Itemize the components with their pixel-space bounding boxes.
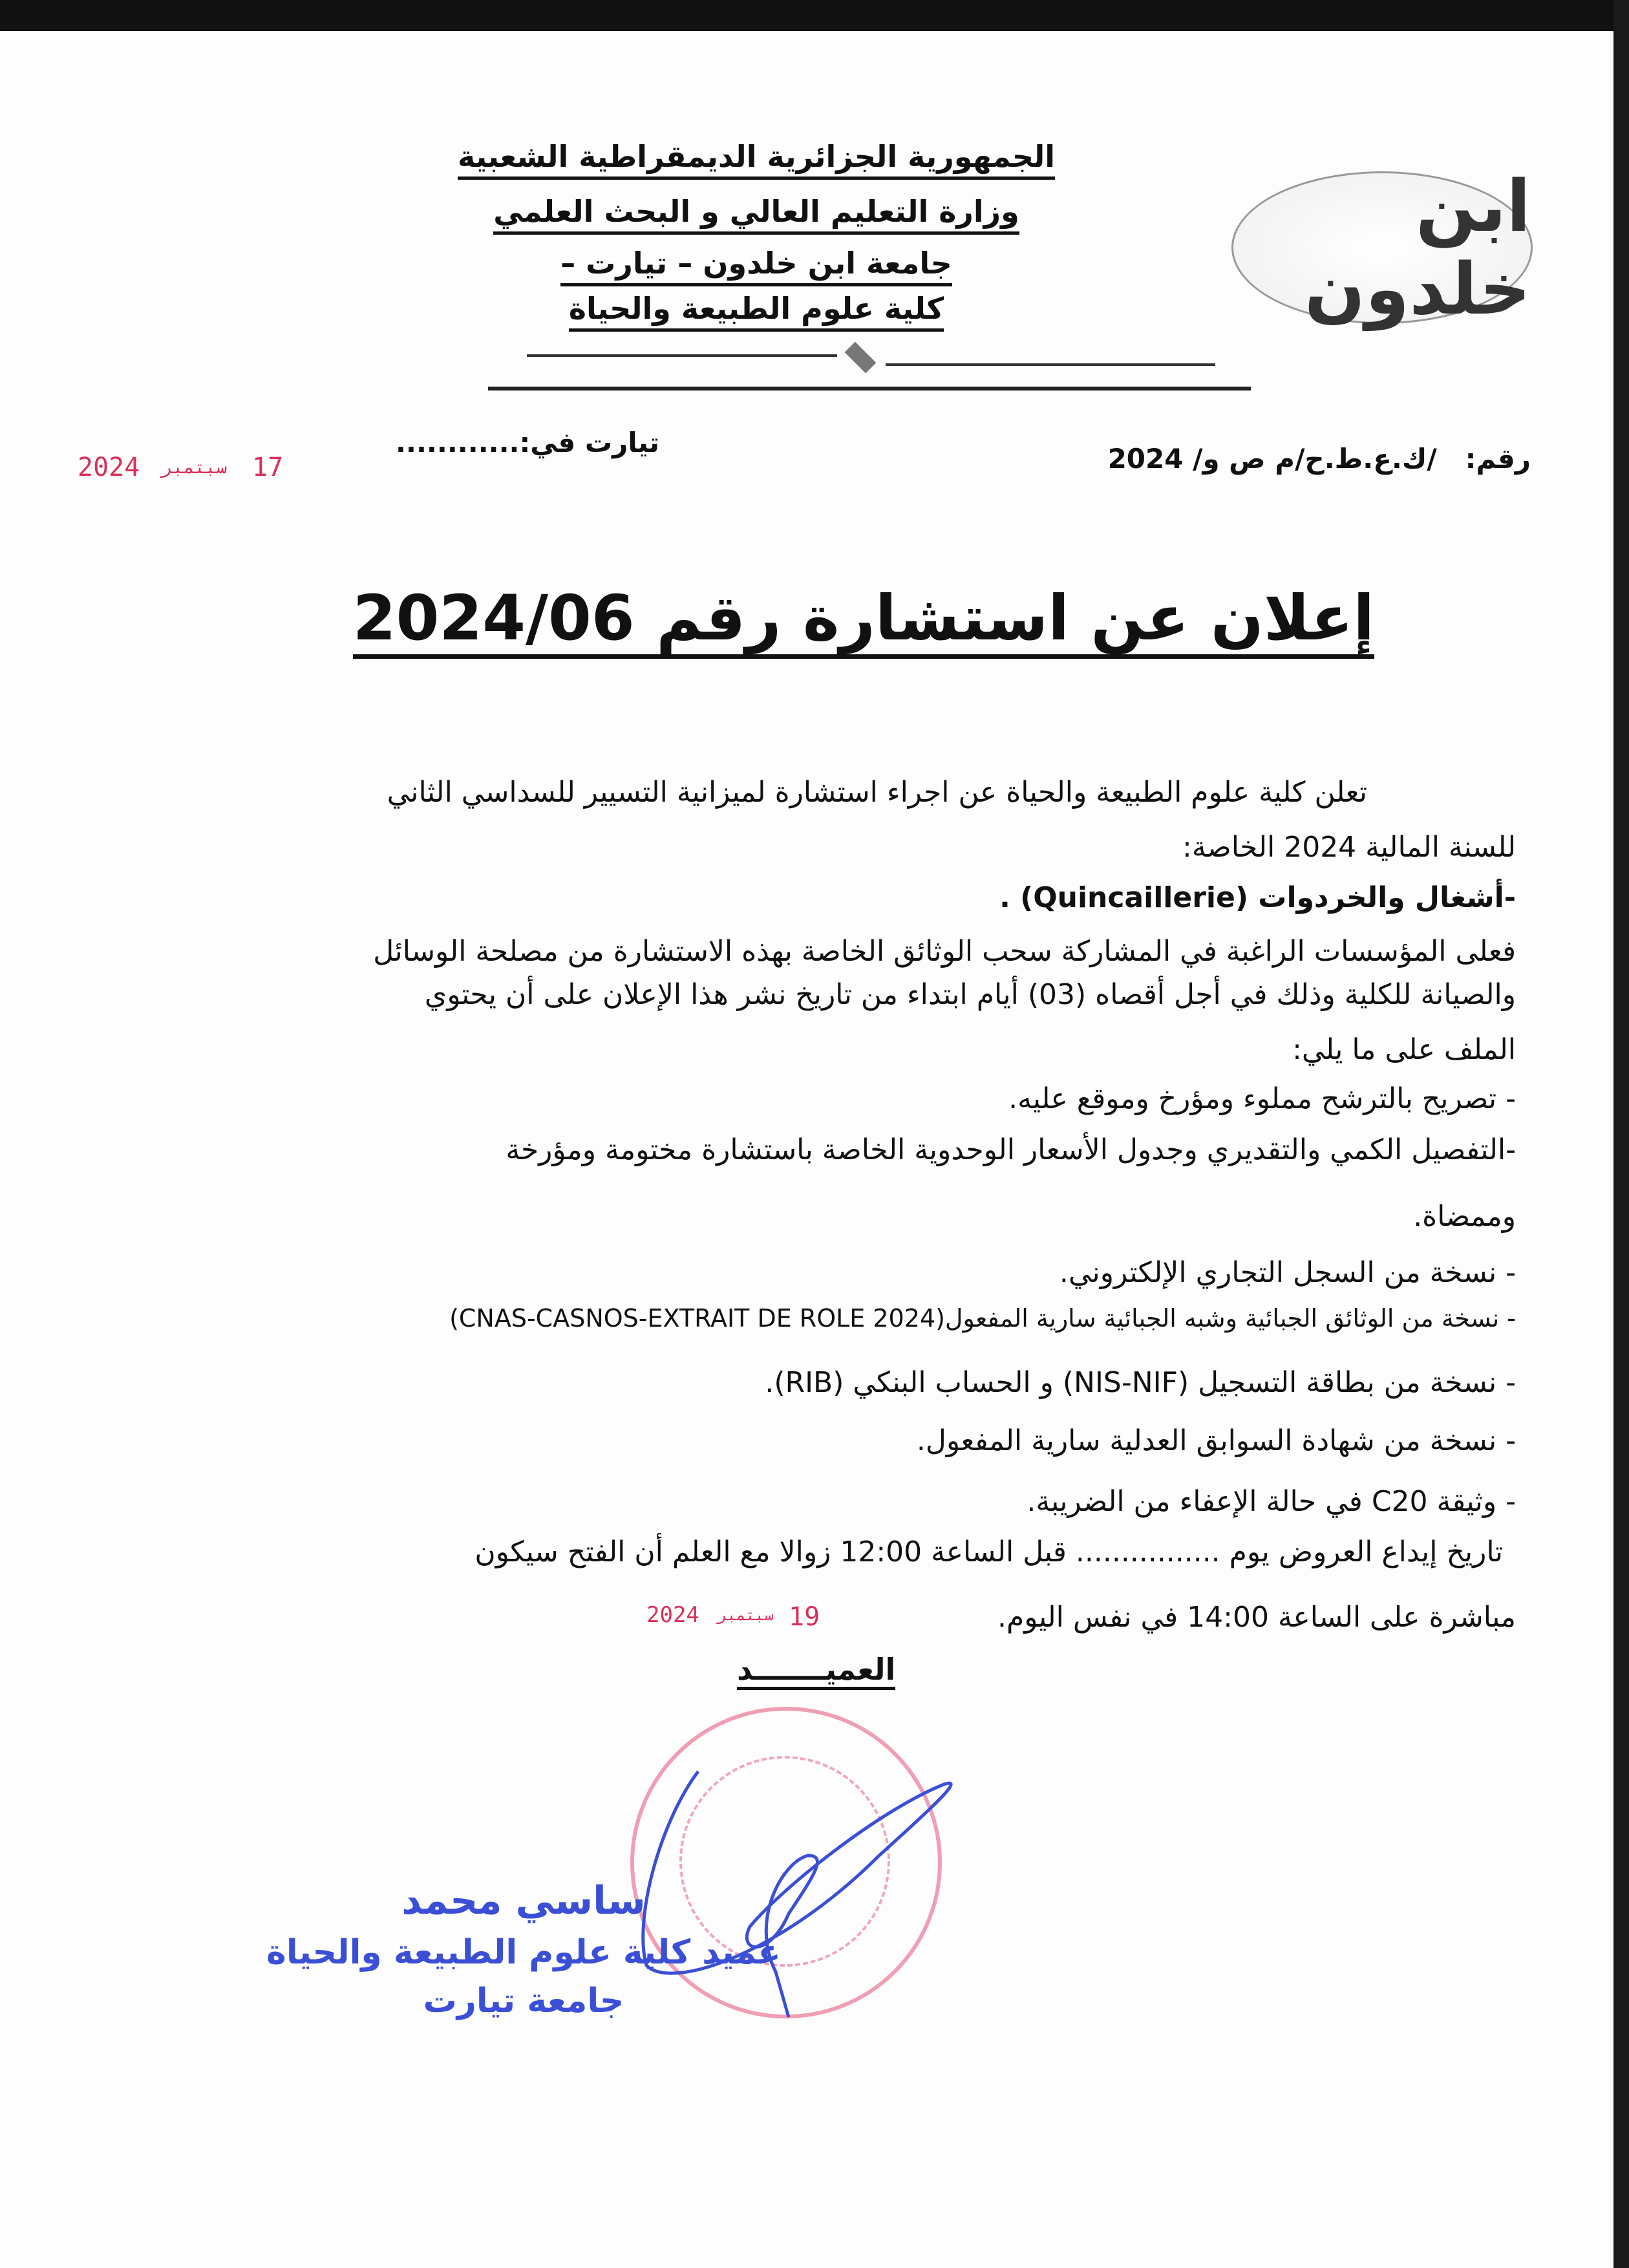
header-ministry: وزارة التعليم العالي و البحث العلمي: [336, 194, 1176, 229]
date-stamp-month: سبتمبر: [162, 456, 228, 478]
body-line: الملف على ما يلي:: [1292, 1033, 1516, 1066]
date-stamp-year: 2024: [78, 453, 140, 482]
body-line: تعلن كلية علوم الطبيعة والحياة عن اجراء استشارة لميزانية التسيير للسداسي الثاني: [387, 776, 1367, 809]
body-line: - نسخة من الوثائق الجبائية وشبه الجبائية سارية المفعول(CNAS-CASNOS-EXTRAIT DE ROLE 2024): [449, 1304, 1516, 1332]
body-line: مباشرة على الساعة 14:00 في نفس اليوم.: [997, 1601, 1516, 1634]
body-line: - نسخة من السجل التجاري الإلكتروني.: [1059, 1256, 1516, 1289]
university-logo: ابن خلدون: [1231, 171, 1533, 324]
reference-number: رقم: /ك.ع.ط.ح/م ص و/ 2024: [1107, 443, 1531, 475]
signatory-name: ساسي محمد: [401, 1878, 646, 1923]
body-line: والصيانة للكلية وذلك في أجل أقصاه (03) أيام ابتداء من تاريخ نشر هذا الإعلان على أن يحتوي: [424, 978, 1516, 1011]
header-faculty: كلية علوم الطبيعة والحياة: [336, 291, 1176, 326]
document-title: إعلان عن استشارة رقم 2024/06: [346, 582, 1381, 654]
deadline-stamp-day: 19: [789, 1602, 820, 1632]
body-line: تاريخ إيداع العروض يوم ................ قبل الساعة 12:00 زوالا مع العلم أن الفتح سيكون: [474, 1535, 1503, 1568]
header-university: جامعة ابن خلدون – تيارت –: [336, 246, 1176, 281]
divider: [527, 354, 837, 357]
scan-border-right: [1613, 0, 1629, 2268]
body-line: وممضاة.: [1413, 1200, 1516, 1233]
scan-border-top: [0, 0, 1629, 31]
body-line: - نسخة من بطاقة التسجيل (NIS-NIF) و الحساب البنكي (RIB).: [765, 1366, 1516, 1399]
body-line: - وثيقة C20 في حالة الإعفاء من الضريبة.: [1027, 1485, 1516, 1518]
divider: [886, 363, 1215, 366]
body-line: - تصريح بالترشح مملوء ومؤرخ وموقع عليه.: [1008, 1082, 1516, 1115]
signatory-role: عميد كلية علوم الطبيعة والحياة: [266, 1933, 781, 1972]
date-stamp-day: 17: [252, 453, 284, 482]
body-line: للسنة المالية 2024 الخاصة:: [1182, 831, 1516, 864]
divider-diamond: [845, 342, 877, 374]
signatory-title: العميـــــــد: [737, 1652, 895, 1690]
body-line: -أشغال والخردوات (Quincaillerie) .: [999, 881, 1516, 914]
deadline-stamp-month: سبتمبر: [718, 1606, 774, 1624]
header-republic: الجمهورية الجزائرية الديمقراطية الشعبية: [336, 139, 1176, 174]
signatory-university: جامعة تيارت: [423, 1982, 624, 2020]
divider: [488, 387, 1251, 390]
place-date: تيارت في:............: [396, 427, 659, 458]
body-line: -التفصيل الكمي والتقديري وجدول الأسعار الوحدوية الخاصة باستشارة مختومة ومؤرخة: [506, 1133, 1516, 1166]
body-line: - نسخة من شهادة السوابق العدلية سارية المفعول.: [916, 1424, 1516, 1457]
deadline-stamp-year: 2024: [646, 1602, 699, 1628]
body-line: فعلى المؤسسات الراغبة في المشاركة سحب الوثائق الخاصة بهذه الاستشارة من مصلحة الوسائل: [373, 935, 1516, 968]
